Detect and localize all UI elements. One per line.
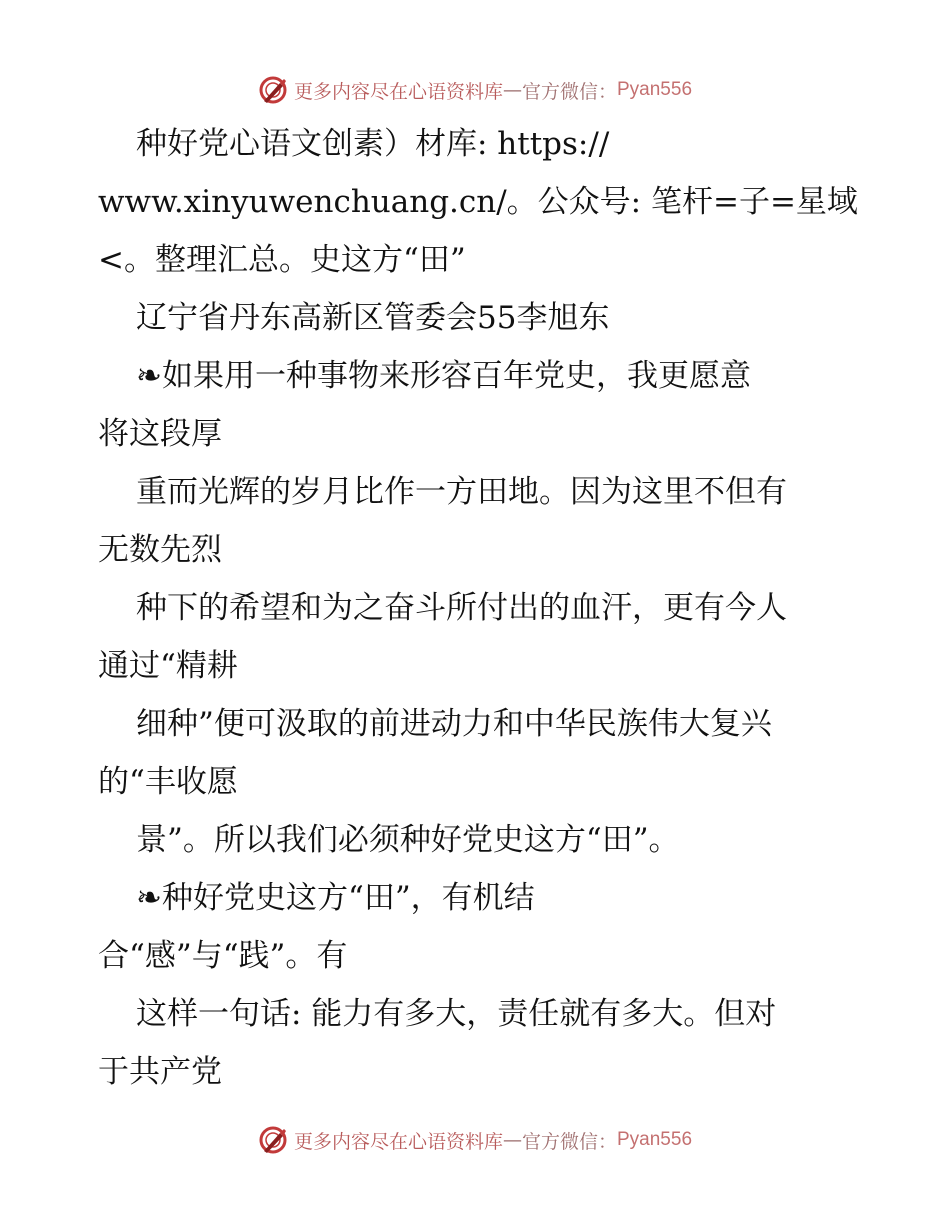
text-line: 这样一句话: 能力有多大，责任就有多大。但对 [136,996,777,1032]
header-banner [0,70,950,110]
header-banner-dash: — [502,79,522,101]
footer-banner-dash: — [502,1129,522,1151]
text-line: <。整理汇总。史这方“田” [98,242,466,278]
paragraph-line [98,347,858,405]
footer-wechat-id: Pyan556 [617,1129,693,1150]
pen-logo-icon [258,1125,288,1155]
text-line: 景”。所以我们必须种好党史这方“田”。 [136,822,680,858]
text-line: 细种”便可汲取的前进动力和中华民族伟大复兴 [136,706,772,742]
body-text [98,115,858,1101]
paragraph-line [98,869,858,927]
text-line: 重而光辉的岁月比作一方田地。因为这里不但有 [136,474,787,510]
text-line: 将这段厚 [98,416,222,452]
footer-wechat-label: 官方微信： [521,1130,617,1153]
footer-banner [0,1120,950,1160]
text-line: 通过“精耕 [98,648,238,684]
bullet-ornament-icon: ❧ [136,880,162,916]
text-line: 的“丰收愿 [98,764,238,800]
text-line: 于共产党 [98,1054,222,1090]
text-line: 如果用一种事物来形容百年党史，我更愿意 [161,358,751,394]
author-line: 辽宁省丹东高新区管委会55李旭东 [136,300,610,336]
pen-logo-icon [258,75,288,105]
text-line: 种好党心语文创素）材库: https:// [136,126,610,162]
header-wechat-id: Pyan556 [617,79,693,100]
text-line: 无数先烈 [98,532,222,568]
text-line: 种好党史这方“田”，有机结 [161,880,535,916]
text-line: 种下的希望和为之奋斗所付出的血汗，更有今人 [136,590,787,626]
footer-banner-text: 更多内容尽在心语资料库 [293,1130,503,1153]
header-banner-text: 更多内容尽在心语资料库 [293,80,503,103]
text-line: 合“感”与“践”。有 [98,938,348,974]
text-line: www.xinyuwenchuang.cn/。公众号: 笔杆=子=星域 [98,184,858,220]
bullet-ornament-icon: ❧ [136,358,162,394]
header-wechat-label: 官方微信： [521,80,617,103]
